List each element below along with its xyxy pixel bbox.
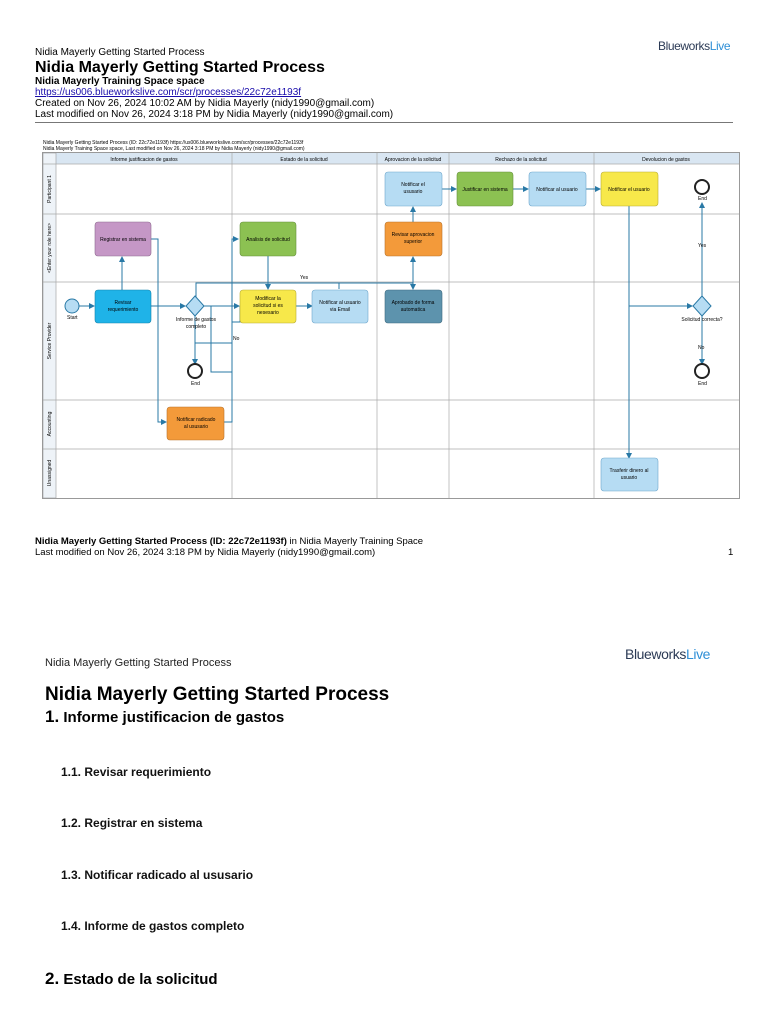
subsection-1-2: 1.2. Registrar en sistema — [61, 816, 203, 830]
flow-label-no: No — [233, 336, 240, 342]
task-label: requerimiento — [107, 307, 139, 313]
page2-process-name-small: Nidia Mayerly Getting Started Process — [45, 657, 232, 669]
phase-label-1: Informe justificacion de gastos — [110, 157, 178, 163]
flow-label-yes-right: Yes — [698, 243, 707, 249]
phase-label-2: Estado de la solicitud — [280, 157, 328, 163]
gateway-label: Informe de gastos — [175, 317, 217, 323]
page2-title: Nidia Mayerly Getting Started Process — [45, 684, 390, 705]
task-modificar-solicitud — [240, 290, 296, 323]
process-name-small: Nidia Mayerly Getting Started Process — [35, 47, 205, 58]
gateway-label: completo — [185, 324, 207, 330]
created-line: Created on Nov 26, 2024 10:02 AM by Nidia Mayerly (nidy1990@gmail.com) — [35, 98, 375, 109]
task-label: solicitud si es — [253, 303, 283, 309]
logo-live: Live — [685, 646, 711, 662]
task-notificar-radicado — [167, 407, 224, 440]
end-label: End — [191, 381, 200, 387]
subsection-1-3: 1.3. Notificar radicado al ususario — [61, 868, 254, 882]
task-label: Justificar en sistema — [462, 187, 508, 193]
section-title: Estado de la solicitud — [63, 971, 218, 988]
task-label: ususario — [403, 189, 423, 195]
task-label: Trasferir dinero al — [609, 468, 649, 474]
lane-label-5: Unassigned — [47, 459, 53, 487]
end-label: End — [698, 196, 707, 202]
logo-live: Live — [709, 39, 731, 53]
diagram-caption-2: Nidia Mayerly Training Space space, Last modified on Nov 26, 2024 3:18 PM by Nidia Mayerly (nidy1990@gmail.com) — [43, 146, 305, 152]
phase-label-4: Rechazo de la solicitud — [495, 157, 547, 163]
start-event — [65, 299, 79, 321]
task-notificar-el-ususario — [385, 172, 442, 206]
gateway-label: Solicitud correcta? — [681, 317, 723, 323]
flow-label-yes: Yes — [300, 275, 309, 281]
task-label: automatica — [400, 307, 426, 313]
end-event-service — [188, 364, 202, 387]
task-trasferir-dinero — [601, 458, 658, 491]
flow-label-no-right: No — [698, 345, 705, 351]
task-label: superior — [403, 239, 423, 245]
task-justificar-en-sistema — [457, 172, 513, 206]
phase-label-5: Devolucion de gastos — [642, 157, 690, 163]
task-revisar-aprovacion — [385, 222, 442, 256]
footer-modified: Last modified on Nov 26, 2024 3:18 PM by Nidia Mayerly (nidy1990@gmail.com) — [35, 547, 376, 558]
task-label: Notificar radicado — [176, 417, 216, 423]
subsection-1-1: 1.1. Revisar requerimiento — [61, 765, 212, 779]
lane-label-2: <Enter your role here> — [47, 222, 53, 274]
task-label: Analisis de solicitud — [246, 237, 290, 243]
section-heading-1 — [45, 707, 284, 727]
section-number: 2. — [45, 969, 60, 988]
modified-line: Last modified on Nov 26, 2024 3:18 PM by Nidia Mayerly (nidy1990@gmail.com) — [35, 109, 394, 120]
process-url-link[interactable]: https://us006.blueworkslive.com/scr/processes/22c72e1193f — [35, 87, 302, 98]
end-event-top — [695, 180, 709, 202]
task-label: Modificar la — [255, 296, 281, 302]
section-heading-2 — [45, 969, 218, 989]
phase-label-3: Aprovacion de la solicitud — [384, 157, 442, 163]
end-event-right — [695, 364, 709, 387]
task-aprobado-automatica — [385, 290, 442, 323]
task-label: Notificar al usuario — [536, 187, 578, 193]
blueworks-logo-page2 — [625, 646, 710, 662]
task-notificar-al-usuario — [529, 172, 586, 206]
task-label: Revisar aprovacion — [391, 232, 435, 238]
logo-brand: Blueworks — [658, 39, 710, 53]
task-label: Notificar el — [401, 182, 425, 188]
section-title: Informe justificacion de gastos — [63, 709, 285, 726]
task-notificar-el-usuario — [601, 172, 658, 206]
task-analisis-de-solicitud — [240, 222, 296, 256]
task-label: usuario — [620, 475, 638, 481]
task-label: al ususario — [183, 424, 209, 430]
space-name: Nidia Mayerly Training Space space — [35, 76, 205, 87]
logo-brand: Blueworks — [625, 646, 686, 662]
end-label: End — [698, 381, 707, 387]
diagram-caption-1: Nidia Mayerly Getting Started Process (ID: 22c72e1193f) https://us006.blueworkslive.com/scr/processes/22c72e1193f — [43, 140, 304, 146]
lane-label-3: Service Provider — [47, 322, 53, 360]
section-number: 1. — [45, 707, 60, 726]
start-label: Start — [67, 315, 78, 321]
footer-space: in Nidia Mayerly Training Space — [286, 536, 424, 547]
footer-process-name: Nidia Mayerly Getting Started Process (ID: 22c72e1193f) — [35, 536, 287, 547]
page-title: Nidia Mayerly Getting Started Process — [35, 59, 325, 76]
task-revisar-requerimiento — [95, 290, 151, 323]
task-registrar-en-sistema — [95, 222, 151, 256]
lane-label-1: Participant 1 — [47, 175, 53, 203]
task-label: Aprobado de forma — [391, 300, 435, 306]
task-label: Registrar en sistema — [100, 237, 146, 243]
footer-process-line — [35, 536, 423, 547]
task-label: Notificar el usuario — [608, 187, 650, 193]
task-label: Revisar — [114, 300, 132, 306]
task-notificar-via-email — [312, 290, 368, 323]
subsection-1-4: 1.4. Informe de gastos completo — [61, 919, 245, 933]
page-number: 1 — [728, 547, 734, 558]
lane-label-4: Accounting — [47, 411, 53, 437]
task-label: nesesario — [257, 310, 279, 316]
task-label: Notificar al usuario — [319, 300, 361, 306]
task-label: via Email — [329, 307, 351, 313]
